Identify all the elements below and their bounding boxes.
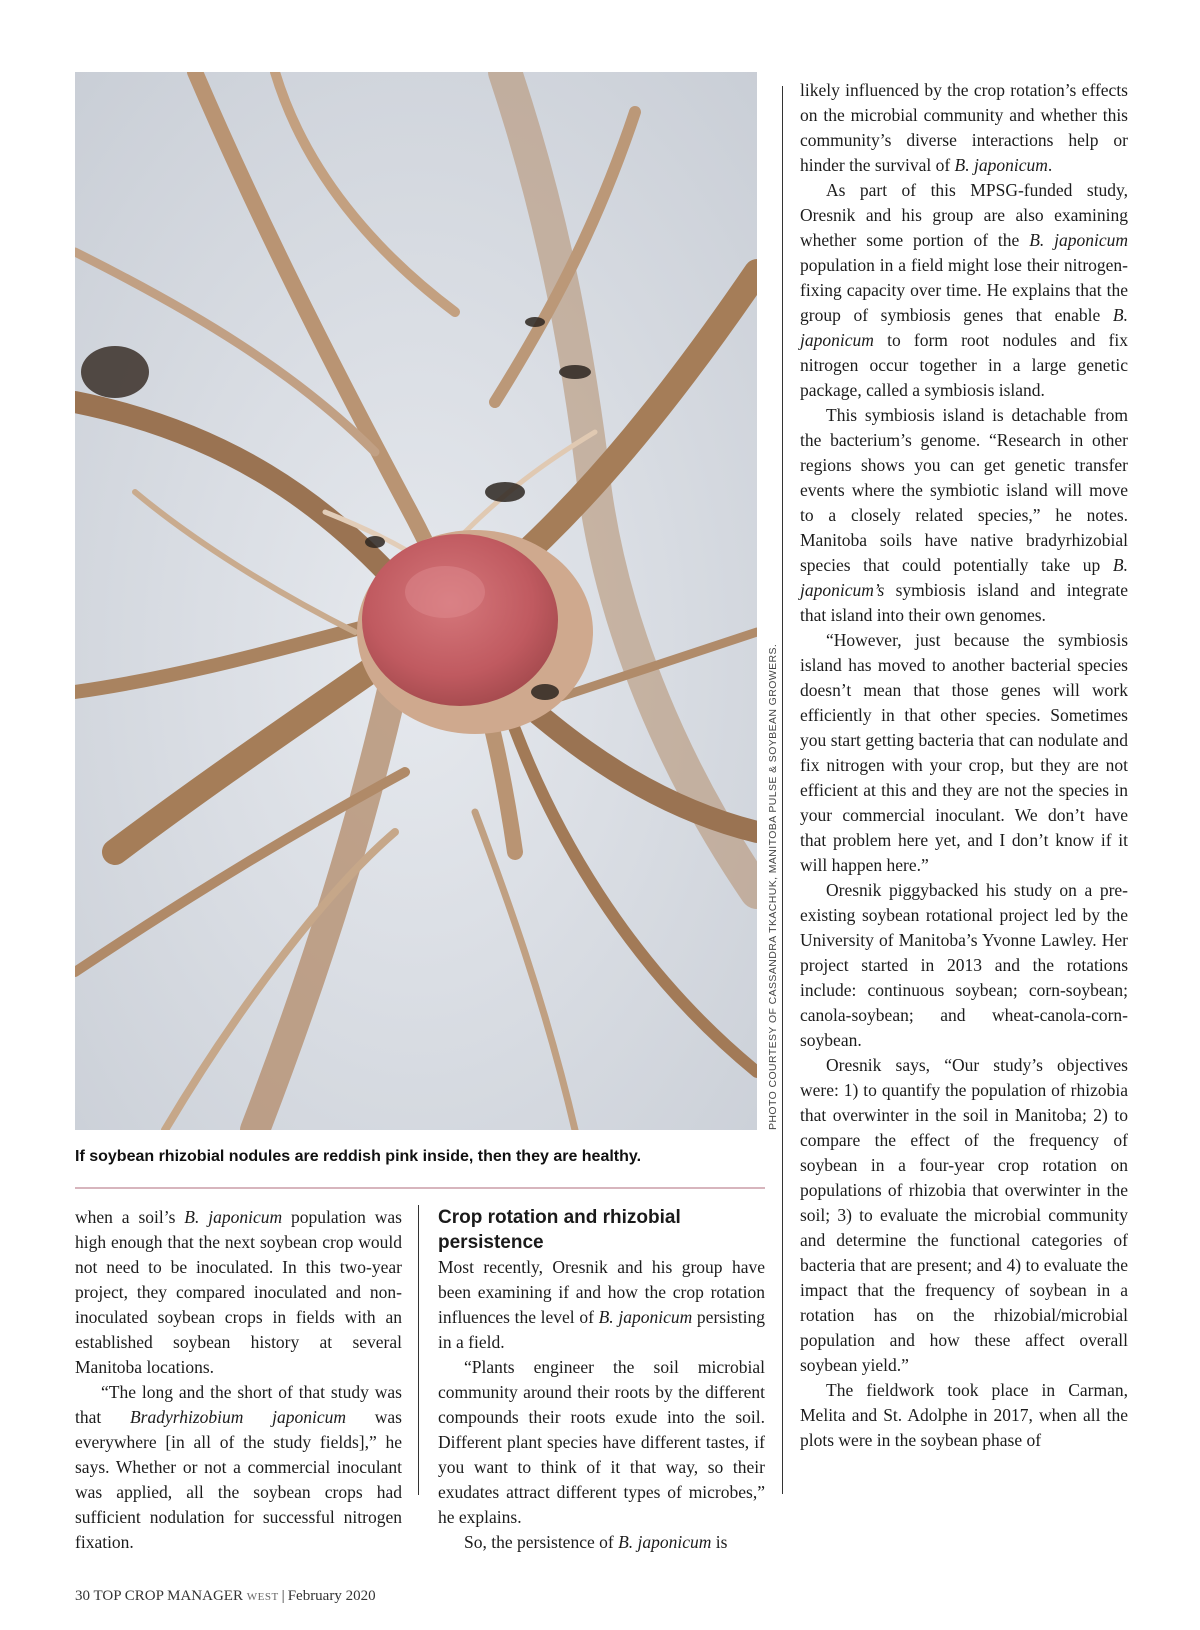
column-divider-middle bbox=[418, 1205, 419, 1495]
right-paragraph: Oresnik says, “Our study’s objectives were: 1) to quantify the population of rhizobia that overwinter in the soil in Manitoba; 2) to compare the effect of the frequency of soybean in a four-year crop rotation on populations of rhizobia that overwinter in the soil; 3) to evaluate the microbial community and determine the functional categories of bacteria that are present; and 4) to evaluate the impact that the frequency of soybean in a rotation has on the rhizobial/microbial population and how these affect overall soybean yield.” bbox=[800, 1055, 1128, 1375]
section-heading: Crop rotation and rhizobial persistence bbox=[438, 1207, 681, 1253]
magazine-name: TOP CROP MANAGER bbox=[93, 1588, 243, 1604]
left-column bbox=[75, 1205, 402, 1555]
middle-paragraph: “Plants engineer the soil microbial community around their roots by the different compounds their roots exude into the soil. Different plant species have different tastes, if you want to think of it that way, so their exudates attract different types of microbes,” he explains. bbox=[438, 1357, 765, 1527]
right-paragraph: Oresnik piggybacked his study on a pre-existing soybean rotational project led by the University of Manitoba’s Yvonne Lawley. Her project started in 2013 and the rotations include: continuous soybean; corn-soybean; canola-soybean; and wheat-canola-corn-soybean. bbox=[800, 880, 1128, 1050]
middle-column bbox=[438, 1205, 765, 1555]
right-paragraph: “However, just because the symbiosis island has moved to another bacterial species doesn’t mean that those genes will work efficiently in that other species. Sometimes you start getting bacteria that can nodulate and fix nitrogen with your crop, but they are not efficient at this and they are not the species in your commercial inoculant. We don’t have that problem here yet, and I don’t know if it will happen here.” bbox=[800, 630, 1128, 875]
left-paragraph: when a soil’s B. japonicum population was high enough that the next soybean crop would not need to be inoculated. In this two-year project, they compared inoculated and non-inoculated soybean crops in fields with an established soybean history at several Manitoba locations. bbox=[75, 1207, 402, 1377]
right-paragraph: The fieldwork took place in Carman, Melita and St. Adolphe in 2017, when all the plots were in the soybean phase of bbox=[800, 1380, 1128, 1450]
page-number: 30 bbox=[75, 1588, 90, 1604]
right-paragraph: As part of this MPSG-funded study, Oresnik and his group are also examining whether some portion of the B. japonicum population in a field might lose their nitrogen-fixing capacity over time. He explains that the group of symbiosis genes that enable B. japonicum to form root nodules and fix nitrogen occur together in a large genetic package, called a symbiosis island. bbox=[800, 180, 1129, 400]
soybean-nodule-photo bbox=[75, 72, 757, 1130]
photo-credit-text: PHOTO COURTESY OF CASSANDRA TKACHUK, MANITOBA PULSE & SOYBEAN GROWERS. bbox=[767, 643, 779, 1130]
edition-label: WEST bbox=[246, 1591, 279, 1603]
right-column bbox=[800, 78, 1128, 1453]
photo-caption: If soybean rhizobial nodules are reddish pink inside, then they are healthy. bbox=[75, 1148, 642, 1165]
page-footer bbox=[75, 1588, 376, 1605]
issue-date: February 2020 bbox=[287, 1588, 376, 1604]
photo-credit bbox=[763, 643, 783, 1130]
left-paragraph: “The long and the short of that study was that Bradyrhizobium japonicum was everywhere [in all of the study fields],” he says. Whether or not a commercial inoculant was applied, all the soybean crops had sufficient nodulation for successful nitrogen fixation. bbox=[75, 1382, 402, 1552]
column-divider-right bbox=[782, 86, 783, 1494]
middle-paragraph: Most recently, Oresnik and his group have been examining if and how the crop rotation influences the level of B. japonicum persisting in a field. bbox=[438, 1257, 765, 1352]
caption-divider bbox=[75, 1187, 765, 1189]
right-paragraph: This symbiosis island is detachable from the bacterium’s genome. “Research in other regions shows you can get genetic transfer events where the symbiotic island will move to a closely related species,” he notes. Manitoba soils have native bradyrhizobial species that could potentially take up B. japonicum’s symbiosis island and integrate that island into their own genomes. bbox=[800, 405, 1128, 625]
middle-paragraph: So, the persistence of B. japonicum is bbox=[464, 1532, 728, 1552]
root-nodule-illustration bbox=[75, 72, 757, 1130]
footer-separator: | bbox=[281, 1588, 285, 1604]
right-paragraph: likely influenced by the crop rotation’s effects on the microbial community and whether this community’s diverse interactions help or hinder the survival of B. japonicum. bbox=[800, 80, 1128, 175]
